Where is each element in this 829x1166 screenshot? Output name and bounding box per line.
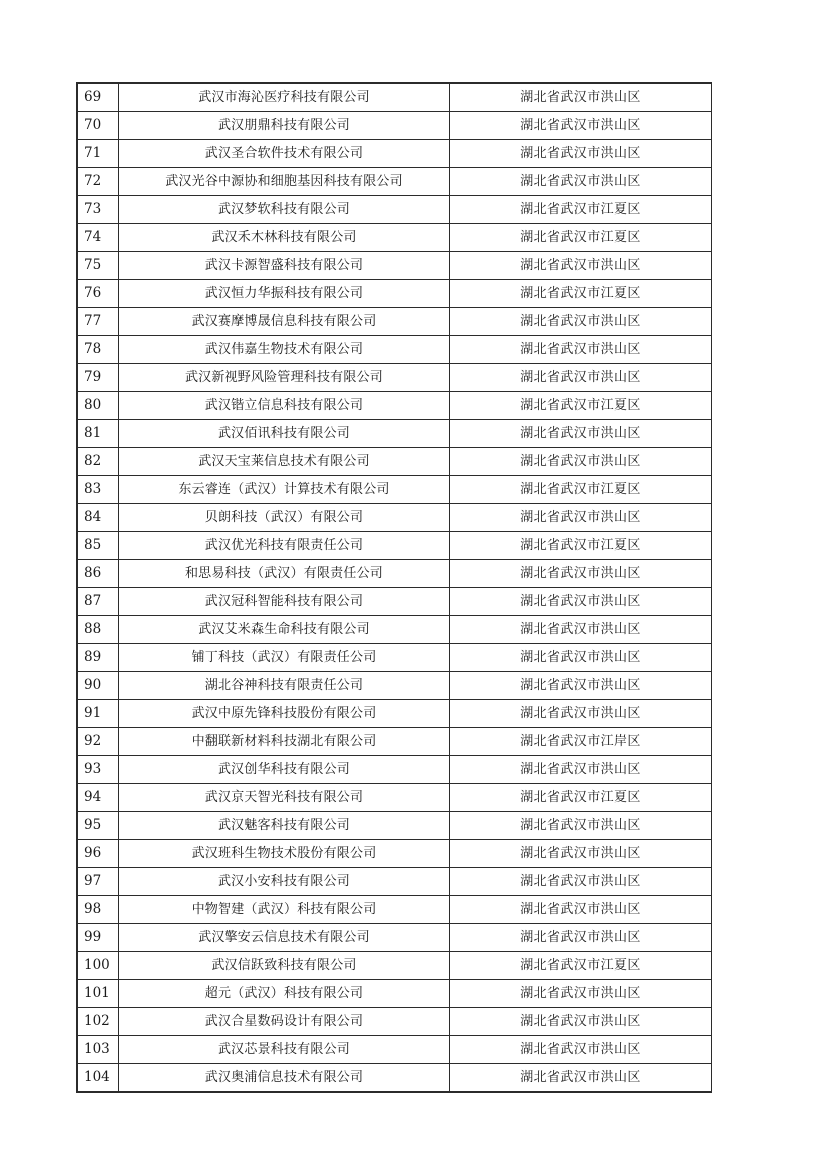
table-row [77, 112, 712, 140]
table-row [77, 168, 712, 196]
row-number: 104 [77, 1064, 119, 1093]
table-row [77, 280, 712, 308]
company-name: 武汉赛摩博晟信息科技有限公司 [119, 308, 450, 336]
company-region: 湖北省武汉市洪山区 [450, 868, 712, 896]
row-number: 71 [77, 140, 119, 168]
row-number: 73 [77, 196, 119, 224]
table-row [77, 924, 712, 952]
table-row [77, 448, 712, 476]
company-name: 铺丁科技（武汉）有限责任公司 [119, 644, 450, 672]
table-row [77, 616, 712, 644]
row-number: 99 [77, 924, 119, 952]
company-region: 湖北省武汉市江夏区 [450, 196, 712, 224]
row-number: 80 [77, 392, 119, 420]
table-row [77, 700, 712, 728]
row-number: 102 [77, 1008, 119, 1036]
row-number: 83 [77, 476, 119, 504]
row-number: 77 [77, 308, 119, 336]
company-region: 湖北省武汉市洪山区 [450, 756, 712, 784]
row-number: 78 [77, 336, 119, 364]
table-row [77, 672, 712, 700]
company-name: 武汉京天智光科技有限公司 [119, 784, 450, 812]
row-number: 85 [77, 532, 119, 560]
table-row [77, 140, 712, 168]
table-row [77, 83, 712, 112]
table-row [77, 252, 712, 280]
company-name: 武汉伟嘉生物技术有限公司 [119, 336, 450, 364]
table-row [77, 1008, 712, 1036]
company-name: 武汉奥浦信息技术有限公司 [119, 1064, 450, 1093]
company-region: 湖北省武汉市洪山区 [450, 896, 712, 924]
table-row [77, 1036, 712, 1064]
table-row [77, 476, 712, 504]
row-number: 96 [77, 840, 119, 868]
company-region: 湖北省武汉市洪山区 [450, 924, 712, 952]
company-name: 武汉新视野风险管理科技有限公司 [119, 364, 450, 392]
company-region: 湖北省武汉市洪山区 [450, 980, 712, 1008]
company-region: 湖北省武汉市洪山区 [450, 252, 712, 280]
table-row [77, 644, 712, 672]
company-name: 中翻联新材料科技湖北有限公司 [119, 728, 450, 756]
company-name: 武汉圣合软件技术有限公司 [119, 140, 450, 168]
row-number: 98 [77, 896, 119, 924]
company-name: 武汉市海沁医疗科技有限公司 [119, 83, 450, 112]
table-row [77, 868, 712, 896]
company-region: 湖北省武汉市洪山区 [450, 560, 712, 588]
row-number: 101 [77, 980, 119, 1008]
company-name: 武汉天宝莱信息技术有限公司 [119, 448, 450, 476]
company-name: 武汉信跃致科技有限公司 [119, 952, 450, 980]
row-number: 89 [77, 644, 119, 672]
row-number: 92 [77, 728, 119, 756]
row-number: 70 [77, 112, 119, 140]
row-number: 84 [77, 504, 119, 532]
company-region: 湖北省武汉市洪山区 [450, 168, 712, 196]
company-name: 武汉禾木林科技有限公司 [119, 224, 450, 252]
company-name: 武汉小安科技有限公司 [119, 868, 450, 896]
company-region: 湖北省武汉市江夏区 [450, 532, 712, 560]
row-number: 91 [77, 700, 119, 728]
company-region: 湖北省武汉市洪山区 [450, 700, 712, 728]
company-name: 武汉魅客科技有限公司 [119, 812, 450, 840]
company-name: 武汉恒力华振科技有限公司 [119, 280, 450, 308]
company-name: 武汉合星数码设计有限公司 [119, 1008, 450, 1036]
table-row [77, 560, 712, 588]
row-number: 103 [77, 1036, 119, 1064]
table-row [77, 420, 712, 448]
row-number: 86 [77, 560, 119, 588]
company-name: 湖北谷神科技有限责任公司 [119, 672, 450, 700]
company-region: 湖北省武汉市洪山区 [450, 140, 712, 168]
table-row [77, 896, 712, 924]
company-region: 湖北省武汉市洪山区 [450, 672, 712, 700]
row-number: 74 [77, 224, 119, 252]
table-row [77, 504, 712, 532]
row-number: 93 [77, 756, 119, 784]
company-name: 武汉冠科智能科技有限公司 [119, 588, 450, 616]
company-name: 武汉擎安云信息技术有限公司 [119, 924, 450, 952]
table-row [77, 728, 712, 756]
company-region: 湖北省武汉市洪山区 [450, 812, 712, 840]
row-number: 72 [77, 168, 119, 196]
company-region: 湖北省武汉市江夏区 [450, 952, 712, 980]
table-row [77, 336, 712, 364]
table-row [77, 392, 712, 420]
company-list-table [76, 82, 712, 1093]
company-name: 武汉中原先锋科技股份有限公司 [119, 700, 450, 728]
company-name: 武汉芯景科技有限公司 [119, 1036, 450, 1064]
company-region: 湖北省武汉市洪山区 [450, 1064, 712, 1093]
company-region: 湖北省武汉市江夏区 [450, 476, 712, 504]
company-name: 武汉创华科技有限公司 [119, 756, 450, 784]
row-number: 87 [77, 588, 119, 616]
row-number: 97 [77, 868, 119, 896]
company-region: 湖北省武汉市洪山区 [450, 1036, 712, 1064]
company-name: 武汉卡源智盛科技有限公司 [119, 252, 450, 280]
row-number: 95 [77, 812, 119, 840]
row-number: 81 [77, 420, 119, 448]
table-row [77, 952, 712, 980]
company-name: 超元（武汉）科技有限公司 [119, 980, 450, 1008]
row-number: 94 [77, 784, 119, 812]
company-name: 贝朗科技（武汉）有限公司 [119, 504, 450, 532]
company-region: 湖北省武汉市江夏区 [450, 392, 712, 420]
company-name: 武汉佰讯科技有限公司 [119, 420, 450, 448]
company-region: 湖北省武汉市洪山区 [450, 588, 712, 616]
company-region: 湖北省武汉市江夏区 [450, 784, 712, 812]
company-name: 武汉朋鼎科技有限公司 [119, 112, 450, 140]
company-region: 湖北省武汉市洪山区 [450, 1008, 712, 1036]
company-region: 湖北省武汉市洪山区 [450, 112, 712, 140]
company-region: 湖北省武汉市洪山区 [450, 420, 712, 448]
row-number: 76 [77, 280, 119, 308]
table-row [77, 588, 712, 616]
table-row [77, 224, 712, 252]
company-region: 湖北省武汉市洪山区 [450, 336, 712, 364]
company-name: 中物智建（武汉）科技有限公司 [119, 896, 450, 924]
row-number: 100 [77, 952, 119, 980]
table-row [77, 812, 712, 840]
company-region: 湖北省武汉市洪山区 [450, 616, 712, 644]
company-region: 湖北省武汉市洪山区 [450, 504, 712, 532]
company-region: 湖北省武汉市洪山区 [450, 364, 712, 392]
row-number: 90 [77, 672, 119, 700]
table-row [77, 980, 712, 1008]
company-region: 湖北省武汉市洪山区 [450, 840, 712, 868]
row-number: 82 [77, 448, 119, 476]
table-body [77, 83, 712, 1092]
company-name: 武汉光谷中源协和细胞基因科技有限公司 [119, 168, 450, 196]
row-number: 79 [77, 364, 119, 392]
company-region: 湖北省武汉市洪山区 [450, 644, 712, 672]
company-name: 武汉锴立信息科技有限公司 [119, 392, 450, 420]
row-number: 75 [77, 252, 119, 280]
company-name: 东云睿连（武汉）计算技术有限公司 [119, 476, 450, 504]
company-name: 武汉梦软科技有限公司 [119, 196, 450, 224]
company-region: 湖北省武汉市江夏区 [450, 280, 712, 308]
table-row [77, 784, 712, 812]
company-name: 武汉艾米森生命科技有限公司 [119, 616, 450, 644]
company-region: 湖北省武汉市江岸区 [450, 728, 712, 756]
company-region: 湖北省武汉市江夏区 [450, 224, 712, 252]
table-row [77, 308, 712, 336]
table-row [77, 756, 712, 784]
company-name: 武汉班科生物技术股份有限公司 [119, 840, 450, 868]
company-region: 湖北省武汉市洪山区 [450, 448, 712, 476]
row-number: 88 [77, 616, 119, 644]
table-row [77, 840, 712, 868]
table-row [77, 1064, 712, 1093]
table-row [77, 364, 712, 392]
company-region: 湖北省武汉市洪山区 [450, 308, 712, 336]
row-number: 69 [77, 83, 119, 112]
company-name: 和思易科技（武汉）有限责任公司 [119, 560, 450, 588]
table-row [77, 532, 712, 560]
company-name: 武汉优光科技有限责任公司 [119, 532, 450, 560]
company-region: 湖北省武汉市洪山区 [450, 83, 712, 112]
table-row [77, 196, 712, 224]
